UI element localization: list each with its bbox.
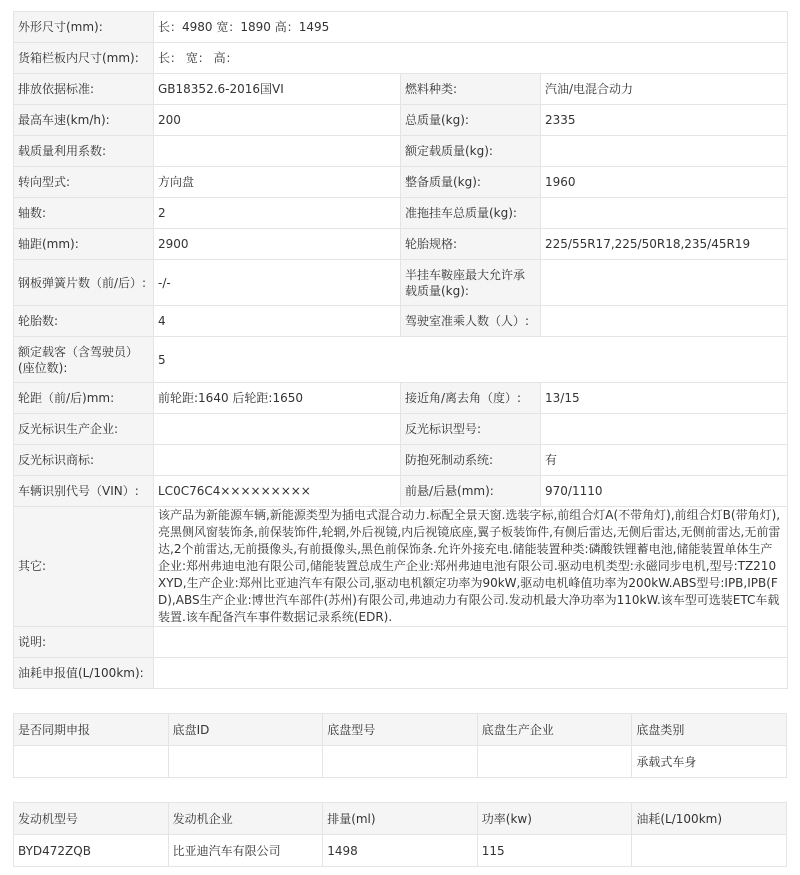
spec-value: LC0C76C4××××××××× (154, 476, 401, 507)
spec-row-cargo (14, 43, 788, 74)
spec-value: 970/1110 (541, 476, 788, 507)
spec-label: 载质量利用系数: (14, 136, 154, 167)
spec-row (14, 229, 788, 260)
spec-value-other: 该产品为新能源车辆,新能源类型为插电式混合动力.标配全景天窗.选装字标,前组合灯A(不带角灯),前组合灯B(带角灯),亮黑侧风窗装饰条,前保装饰件,轮辋,外后视镜,内后视镜底座,翼子板装饰件,有侧后雷达,无侧后雷达,无侧前雷达,无前雷达,2个前雷达,无前摄像头,有前摄像头,黑色前保饰条.允许外接充电.储能装置种类:磷酸铁锂蓄电池,储能装置单体生产企业:郑州弗迪电池有限公司,储能装置总成生产企业:郑州弗迪电池有限公司.驱动电机类型:永磁同步电机,型号:TZ210XYD,生产企业:郑州比亚迪汽车有限公司,驱动电机额定功率为90kW,驱动电机峰值功率为200kW.ABS型号:IPB,IPB(FD),ABS生产企业:博世汽车部件(苏州)有限公司,弗迪动力有限公司.发动机最大净功率为110kW.该车型可选装ETC车载装置.该车配备汽车事件数据记录系统(EDR). (154, 507, 788, 627)
spec-value: 方向盘 (154, 167, 401, 198)
spec-label: 反光标识生产企业: (14, 414, 154, 445)
spec-row (14, 414, 788, 445)
table-cell: 承载式车身 (632, 746, 787, 778)
spec-value: 1960 (541, 167, 788, 198)
spec-value (154, 627, 788, 658)
column-header: 油耗(L/100km) (632, 803, 787, 835)
engine-table (13, 802, 787, 867)
spec-label: 额定载客（含驾驶员）(座位数): (14, 337, 154, 383)
spec-label: 其它: (14, 507, 154, 627)
spec-label: 轴距(mm): (14, 229, 154, 260)
spec-row (14, 167, 788, 198)
spec-label: 最高车速(km/h): (14, 105, 154, 136)
spec-label: 驾驶室准乘人数（人）: (401, 306, 541, 337)
spec-value: 2 (154, 198, 401, 229)
spec-row-fuel (14, 658, 788, 689)
spec-row (14, 383, 788, 414)
spec-label: 燃料种类: (401, 74, 541, 105)
column-header: 底盘生产企业 (477, 714, 632, 746)
spec-label: 轮胎数: (14, 306, 154, 337)
spec-row (14, 476, 788, 507)
column-header: 发动机企业 (168, 803, 323, 835)
spec-label: 反光标识型号: (401, 414, 541, 445)
spec-row (14, 74, 788, 105)
spec-label: 外形尺寸(mm): (14, 12, 154, 43)
spec-row-dimensions (14, 12, 788, 43)
spec-label: 额定载质量(kg): (401, 136, 541, 167)
spec-value: 有 (541, 445, 788, 476)
spec-label: 前悬/后悬(mm): (401, 476, 541, 507)
spec-label: 钢板弹簧片数（前/后）: (14, 260, 154, 306)
spec-label: 准拖挂车总质量(kg): (401, 198, 541, 229)
column-header: 是否同期申报 (14, 714, 169, 746)
table-cell (477, 746, 632, 778)
spec-value: 200 (154, 105, 401, 136)
spec-value: -/- (154, 260, 401, 306)
spec-value (154, 414, 401, 445)
spec-row (14, 260, 788, 306)
table-cell: 115 (477, 835, 632, 867)
spec-label: 轮距（前/后)mm: (14, 383, 154, 414)
spec-row-other (14, 507, 788, 627)
spec-label: 总质量(kg): (401, 105, 541, 136)
spec-label: 接近角/离去角（度）: (401, 383, 541, 414)
table-cell: BYD472ZQB (14, 835, 169, 867)
table-cell: 1498 (323, 835, 478, 867)
spec-value: 225/55R17,225/50R18,235/45R19 (541, 229, 788, 260)
spec-label: 轴数: (14, 198, 154, 229)
spec-value: 长： 宽： 高： (154, 43, 788, 74)
column-header: 排量(ml) (323, 803, 478, 835)
spec-label: 转向型式: (14, 167, 154, 198)
spec-value: 2900 (154, 229, 401, 260)
column-header: 发动机型号 (14, 803, 169, 835)
table-cell (632, 835, 787, 867)
chassis-table (13, 713, 787, 778)
table-header-row (14, 803, 787, 835)
spec-value (154, 136, 401, 167)
table-header-row (14, 714, 787, 746)
spec-label: 轮胎规格: (401, 229, 541, 260)
table-cell (323, 746, 478, 778)
spec-value: 13/15 (541, 383, 788, 414)
spec-row (14, 136, 788, 167)
spec-label: 油耗申报值(L/100km): (14, 658, 154, 689)
vehicle-spec-table (13, 11, 788, 689)
column-header: 功率(kw) (477, 803, 632, 835)
spec-label: 排放依据标准: (14, 74, 154, 105)
table-row (14, 835, 787, 867)
spec-value (541, 414, 788, 445)
column-header: 底盘ID (168, 714, 323, 746)
spec-value (541, 306, 788, 337)
spec-label: 车辆识别代号（VIN）: (14, 476, 154, 507)
spec-value: 前轮距:1640 后轮距:1650 (154, 383, 401, 414)
spec-value: 长：4980 宽：1890 高：1495 (154, 12, 788, 43)
spec-value: 5 (154, 337, 788, 383)
spec-value: 2335 (541, 105, 788, 136)
table-cell (14, 746, 169, 778)
spec-row (14, 105, 788, 136)
spec-label: 整备质量(kg): (401, 167, 541, 198)
spec-label: 货箱栏板内尺寸(mm): (14, 43, 154, 74)
spec-value (541, 136, 788, 167)
spec-label: 半挂车鞍座最大允许承载质量(kg): (401, 260, 541, 306)
spec-label: 说明: (14, 627, 154, 658)
column-header: 底盘型号 (323, 714, 478, 746)
spec-row (14, 337, 788, 383)
spec-row-note (14, 627, 788, 658)
spec-value (541, 198, 788, 229)
spec-row (14, 306, 788, 337)
spec-label: 防抱死制动系统: (401, 445, 541, 476)
spec-value (154, 445, 401, 476)
table-row (14, 746, 787, 778)
table-cell: 比亚迪汽车有限公司 (168, 835, 323, 867)
column-header: 底盘类别 (632, 714, 787, 746)
spec-row (14, 198, 788, 229)
table-cell (168, 746, 323, 778)
spec-value (154, 658, 788, 689)
spec-value: 4 (154, 306, 401, 337)
spec-value: GB18352.6-2016国VI (154, 74, 401, 105)
spec-row (14, 445, 788, 476)
spec-value (541, 260, 788, 306)
spec-label: 反光标识商标: (14, 445, 154, 476)
spec-value: 汽油/电混合动力 (541, 74, 788, 105)
